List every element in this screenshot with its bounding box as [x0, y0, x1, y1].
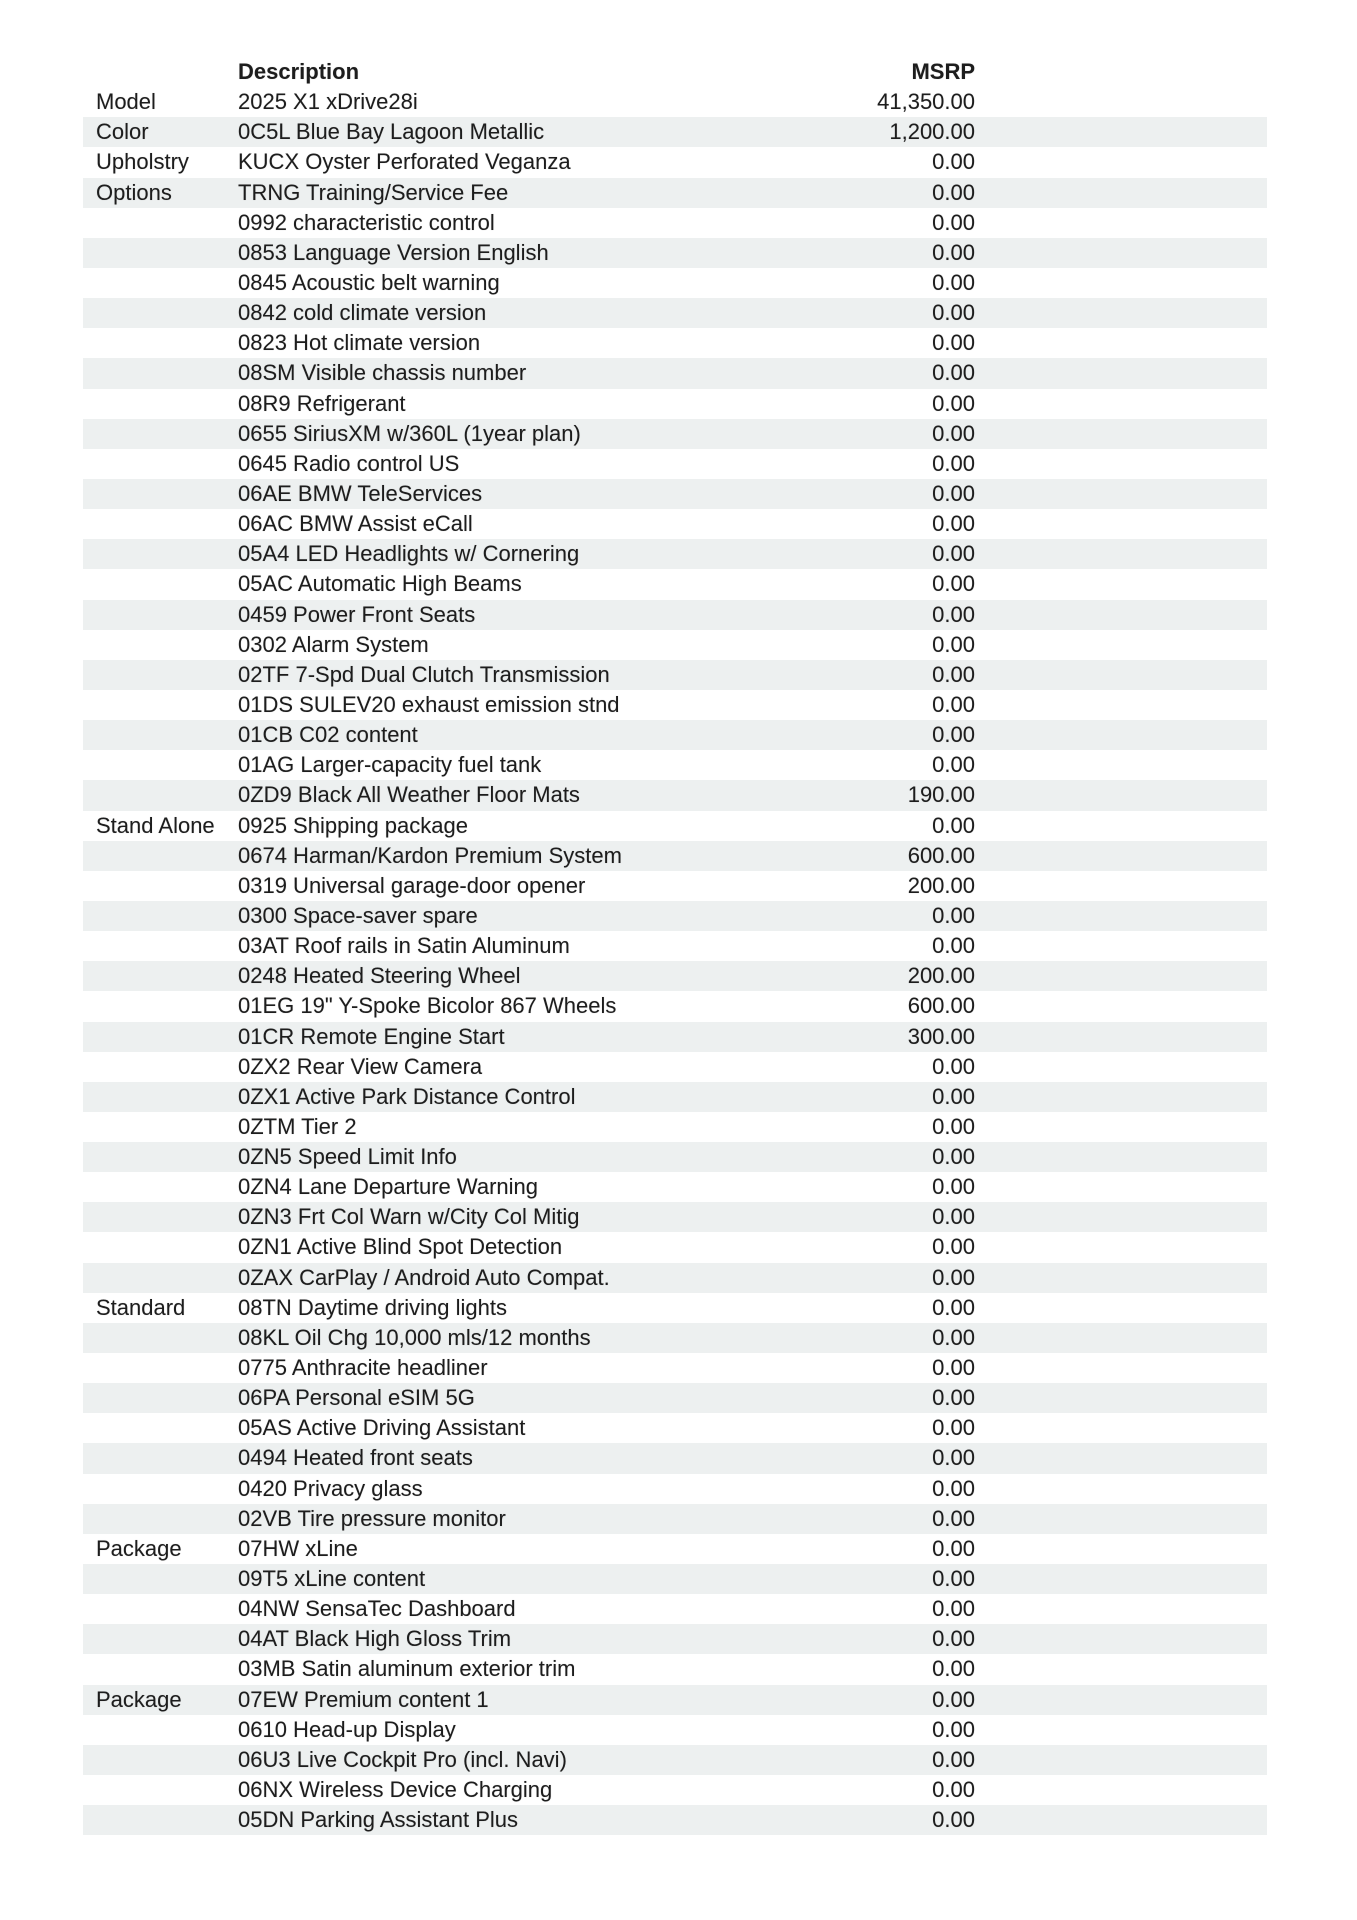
row-category — [83, 1383, 238, 1413]
row-msrp: 0.00 — [932, 360, 975, 386]
row-description: 06PA Personal eSIM 5G — [238, 1385, 475, 1411]
table-row — [83, 449, 1267, 479]
row-msrp: 0.00 — [932, 1355, 975, 1381]
table-row — [83, 1715, 1267, 1745]
row-msrp: 0.00 — [932, 149, 975, 175]
row-category — [83, 268, 238, 298]
table-row — [83, 1594, 1267, 1624]
table-row — [83, 1534, 1267, 1564]
row-description: 0845 Acoustic belt warning — [238, 269, 500, 295]
table-row — [83, 539, 1267, 569]
row-msrp: 600.00 — [907, 993, 975, 1019]
row-category — [83, 1443, 238, 1473]
table-row — [83, 991, 1267, 1021]
row-msrp: 0.00 — [932, 661, 975, 687]
row-category — [83, 690, 238, 720]
row-description: 0992 characteristic control — [238, 209, 495, 235]
row-msrp: 0.00 — [932, 1596, 975, 1622]
table-row — [83, 750, 1267, 780]
row-msrp: 0.00 — [932, 450, 975, 476]
row-category — [83, 358, 238, 388]
row-category — [83, 208, 238, 238]
row-category — [83, 1323, 238, 1353]
row-category — [83, 449, 238, 479]
row-msrp: 0.00 — [932, 1083, 975, 1109]
row-msrp: 0.00 — [932, 631, 975, 657]
row-msrp: 0.00 — [932, 480, 975, 506]
row-description: 05AS Active Driving Assistant — [238, 1415, 526, 1441]
table-row — [83, 178, 1267, 208]
row-description: 05A4 LED Headlights w/ Cornering — [238, 541, 580, 567]
row-description: 2025 X1 xDrive28i — [238, 89, 418, 115]
row-description: 01EG 19" Y-Spoke Bicolor 867 Wheels — [238, 993, 617, 1019]
table-row — [83, 1142, 1267, 1172]
row-description: 0925 Shipping package — [238, 812, 468, 838]
row-msrp: 0.00 — [932, 330, 975, 356]
table-row — [83, 328, 1267, 358]
row-description: TRNG Training/Service Fee — [238, 179, 509, 205]
table-body — [83, 87, 1267, 1835]
row-category — [83, 660, 238, 690]
row-description: 07EW Premium content 1 — [238, 1686, 489, 1712]
table-row — [83, 1172, 1267, 1202]
table-row — [83, 1353, 1267, 1383]
row-msrp: 0.00 — [932, 1535, 975, 1561]
row-description: 01AG Larger-capacity fuel tank — [238, 752, 542, 778]
row-category — [83, 871, 238, 901]
row-category — [83, 1504, 238, 1534]
table-row — [83, 1323, 1267, 1353]
table-row — [83, 389, 1267, 419]
row-description: 0C5L Blue Bay Lagoon Metallic — [238, 119, 545, 145]
row-category: Model — [96, 89, 156, 115]
row-category — [83, 1263, 238, 1293]
row-msrp: 0.00 — [932, 1777, 975, 1803]
row-msrp: 0.00 — [932, 601, 975, 627]
row-msrp: 1,200.00 — [889, 119, 975, 145]
table-row — [83, 1775, 1267, 1805]
table-row — [83, 690, 1267, 720]
table-row — [83, 871, 1267, 901]
row-category — [83, 1624, 238, 1654]
row-category — [83, 1715, 238, 1745]
table-row — [83, 1443, 1267, 1473]
column-header-description: Description — [238, 59, 360, 84]
row-category — [83, 1142, 238, 1172]
table-header-row — [83, 57, 1267, 87]
table-row — [83, 1202, 1267, 1232]
row-description: 0420 Privacy glass — [238, 1475, 423, 1501]
row-description: 09T5 xLine content — [238, 1566, 426, 1592]
table-row — [83, 419, 1267, 449]
row-description: 01DS SULEV20 exhaust emission stnd — [238, 691, 620, 717]
row-msrp: 0.00 — [932, 1566, 975, 1592]
row-msrp: 0.00 — [932, 1385, 975, 1411]
row-category — [83, 238, 238, 268]
row-description: 08SM Visible chassis number — [238, 360, 527, 386]
row-msrp: 0.00 — [932, 390, 975, 416]
table-row — [83, 238, 1267, 268]
row-category — [83, 1654, 238, 1684]
row-description: 06NX Wireless Device Charging — [238, 1777, 553, 1803]
row-description: 0645 Radio control US — [238, 450, 460, 476]
row-msrp: 0.00 — [932, 239, 975, 265]
row-msrp: 0.00 — [932, 209, 975, 235]
row-msrp: 0.00 — [932, 1204, 975, 1230]
row-msrp: 0.00 — [932, 1505, 975, 1531]
row-description: 02VB Tire pressure monitor — [238, 1505, 506, 1531]
row-msrp: 0.00 — [932, 933, 975, 959]
row-category — [83, 841, 238, 871]
table-row — [83, 1564, 1267, 1594]
row-category — [83, 569, 238, 599]
row-category — [83, 1353, 238, 1383]
row-msrp: 0.00 — [932, 1264, 975, 1290]
row-category — [83, 1594, 238, 1624]
row-msrp: 0.00 — [932, 1686, 975, 1712]
row-category: Options — [96, 179, 172, 205]
table-row — [83, 1263, 1267, 1293]
row-description: 08R9 Refrigerant — [238, 390, 406, 416]
row-description: 0302 Alarm System — [238, 631, 429, 657]
row-category — [83, 1775, 238, 1805]
row-description: 0ZX1 Active Park Distance Control — [238, 1083, 576, 1109]
row-description: 0ZN4 Lane Departure Warning — [238, 1174, 539, 1200]
row-description: 0494 Heated front seats — [238, 1445, 473, 1471]
row-category — [83, 509, 238, 539]
table-row — [83, 298, 1267, 328]
row-category — [83, 961, 238, 991]
row-description: 0ZN5 Speed Limit Info — [238, 1144, 457, 1170]
row-msrp: 0.00 — [932, 1746, 975, 1772]
row-msrp: 0.00 — [932, 812, 975, 838]
row-description: 05AC Automatic High Beams — [238, 571, 522, 597]
row-description: 0ZTM Tier 2 — [238, 1113, 357, 1139]
row-category — [83, 991, 238, 1021]
row-description: 0775 Anthracite headliner — [238, 1355, 488, 1381]
table-row — [83, 901, 1267, 931]
row-msrp: 41,350.00 — [877, 89, 975, 115]
row-description: 0674 Harman/Kardon Premium System — [238, 842, 622, 868]
table-row — [83, 1624, 1267, 1654]
row-msrp: 0.00 — [932, 1324, 975, 1350]
row-msrp: 0.00 — [932, 1475, 975, 1501]
row-description: KUCX Oyster Perforated Veganza — [238, 149, 571, 175]
table-row — [83, 961, 1267, 991]
row-category: Color — [96, 119, 149, 145]
table-row — [83, 1504, 1267, 1534]
table-row — [83, 208, 1267, 238]
row-description: 0823 Hot climate version — [238, 330, 481, 356]
row-category — [83, 750, 238, 780]
table-row — [83, 569, 1267, 599]
row-category — [83, 1564, 238, 1594]
row-description: 0ZN1 Active Blind Spot Detection — [238, 1234, 563, 1260]
row-msrp: 0.00 — [932, 541, 975, 567]
row-msrp: 0.00 — [932, 752, 975, 778]
row-msrp: 0.00 — [932, 1144, 975, 1170]
row-msrp: 0.00 — [932, 1415, 975, 1441]
table-row — [83, 87, 1267, 117]
row-description: 0ZX2 Rear View Camera — [238, 1053, 483, 1079]
row-description: 02TF 7-Spd Dual Clutch Transmission — [238, 661, 610, 687]
table-row — [83, 1413, 1267, 1443]
row-msrp: 0.00 — [932, 902, 975, 928]
table-row — [83, 660, 1267, 690]
row-description: 0ZAX CarPlay / Android Auto Compat. — [238, 1264, 610, 1290]
row-msrp: 0.00 — [932, 1113, 975, 1139]
table-row — [83, 479, 1267, 509]
table-row — [83, 1022, 1267, 1052]
table-row — [83, 1082, 1267, 1112]
column-header-msrp: MSRP — [911, 59, 975, 84]
row-msrp: 0.00 — [932, 269, 975, 295]
table-row — [83, 117, 1267, 147]
row-category — [83, 539, 238, 569]
table-row — [83, 1805, 1267, 1835]
table-row — [83, 1745, 1267, 1775]
row-category — [83, 1232, 238, 1262]
row-description: 01CB C02 content — [238, 722, 418, 748]
row-category — [83, 419, 238, 449]
row-description: 04AT Black High Gloss Trim — [238, 1626, 512, 1652]
row-msrp: 0.00 — [932, 300, 975, 326]
table-row — [83, 841, 1267, 871]
vehicle-options-table — [83, 57, 1267, 1835]
row-category — [83, 901, 238, 931]
row-category — [83, 1052, 238, 1082]
row-description: 0300 Space-saver spare — [238, 902, 478, 928]
row-msrp: 0.00 — [932, 691, 975, 717]
row-category — [83, 1413, 238, 1443]
table-row — [83, 1685, 1267, 1715]
row-description: 07HW xLine — [238, 1535, 358, 1561]
row-msrp: 0.00 — [932, 1053, 975, 1079]
table-row — [83, 1293, 1267, 1323]
row-msrp: 0.00 — [932, 420, 975, 446]
row-msrp: 0.00 — [932, 1716, 975, 1742]
row-msrp: 0.00 — [932, 1626, 975, 1652]
row-description: 04NW SensaTec Dashboard — [238, 1596, 516, 1622]
row-description: 0610 Head-up Display — [238, 1716, 456, 1742]
table-row — [83, 600, 1267, 630]
row-description: 06AC BMW Assist eCall — [238, 511, 473, 537]
table-row — [83, 630, 1267, 660]
row-description: 08TN Daytime driving lights — [238, 1294, 507, 1320]
row-category — [83, 479, 238, 509]
row-msrp: 0.00 — [932, 1656, 975, 1682]
row-msrp: 0.00 — [932, 1234, 975, 1260]
row-category — [83, 1202, 238, 1232]
row-category — [83, 1022, 238, 1052]
table-row — [83, 1654, 1267, 1684]
row-category — [83, 1082, 238, 1112]
table-row — [83, 1232, 1267, 1262]
row-category — [83, 1172, 238, 1202]
row-msrp: 300.00 — [907, 1023, 975, 1049]
table-row — [83, 1474, 1267, 1504]
row-description: 06U3 Live Cockpit Pro (incl. Navi) — [238, 1746, 567, 1772]
table-row — [83, 147, 1267, 177]
row-msrp: 200.00 — [907, 963, 975, 989]
table-row — [83, 720, 1267, 750]
row-msrp: 600.00 — [907, 842, 975, 868]
table-row — [83, 931, 1267, 961]
row-category — [83, 931, 238, 961]
row-category — [83, 1112, 238, 1142]
column-header-category — [83, 57, 238, 87]
row-category: Standard — [96, 1294, 186, 1320]
row-category — [83, 1474, 238, 1504]
row-msrp: 0.00 — [932, 1445, 975, 1471]
row-description: 03MB Satin aluminum exterior trim — [238, 1656, 576, 1682]
row-category: Upholstry — [96, 149, 189, 175]
row-category — [83, 720, 238, 750]
row-category: Package — [96, 1686, 182, 1712]
row-category — [83, 630, 238, 660]
row-category — [83, 600, 238, 630]
table-row — [83, 1052, 1267, 1082]
row-msrp: 0.00 — [932, 179, 975, 205]
row-description: 08KL Oil Chg 10,000 mls/12 months — [238, 1324, 591, 1350]
row-category — [83, 328, 238, 358]
row-description: 06AE BMW TeleServices — [238, 480, 483, 506]
row-description: 05DN Parking Assistant Plus — [238, 1807, 519, 1833]
row-msrp: 200.00 — [907, 872, 975, 898]
row-description: 0459 Power Front Seats — [238, 601, 476, 627]
row-msrp: 190.00 — [907, 782, 975, 808]
row-msrp: 0.00 — [932, 1174, 975, 1200]
table-row — [83, 268, 1267, 298]
row-msrp: 0.00 — [932, 1294, 975, 1320]
table-row — [83, 358, 1267, 388]
row-category — [83, 1805, 238, 1835]
row-description: 0319 Universal garage-door opener — [238, 872, 586, 898]
row-description: 0248 Heated Steering Wheel — [238, 963, 521, 989]
table-row — [83, 1112, 1267, 1142]
row-category — [83, 780, 238, 810]
row-description: 0ZD9 Black All Weather Floor Mats — [238, 782, 580, 808]
row-category: Package — [96, 1535, 182, 1561]
row-description: 0842 cold climate version — [238, 300, 487, 326]
row-msrp: 0.00 — [932, 511, 975, 537]
row-description: 01CR Remote Engine Start — [238, 1023, 505, 1049]
row-msrp: 0.00 — [932, 722, 975, 748]
row-msrp: 0.00 — [932, 571, 975, 597]
row-description: 0853 Language Version English — [238, 239, 549, 265]
table-row — [83, 811, 1267, 841]
row-category: Stand Alone — [96, 812, 215, 838]
table-row — [83, 1383, 1267, 1413]
row-category — [83, 298, 238, 328]
table-row — [83, 509, 1267, 539]
row-msrp: 0.00 — [932, 1807, 975, 1833]
row-category — [83, 1745, 238, 1775]
row-category — [83, 389, 238, 419]
row-description: 0ZN3 Frt Col Warn w/City Col Mitig — [238, 1204, 580, 1230]
row-description: 03AT Roof rails in Satin Aluminum — [238, 933, 570, 959]
table-row — [83, 780, 1267, 810]
row-description: 0655 SiriusXM w/360L (1year plan) — [238, 420, 581, 446]
